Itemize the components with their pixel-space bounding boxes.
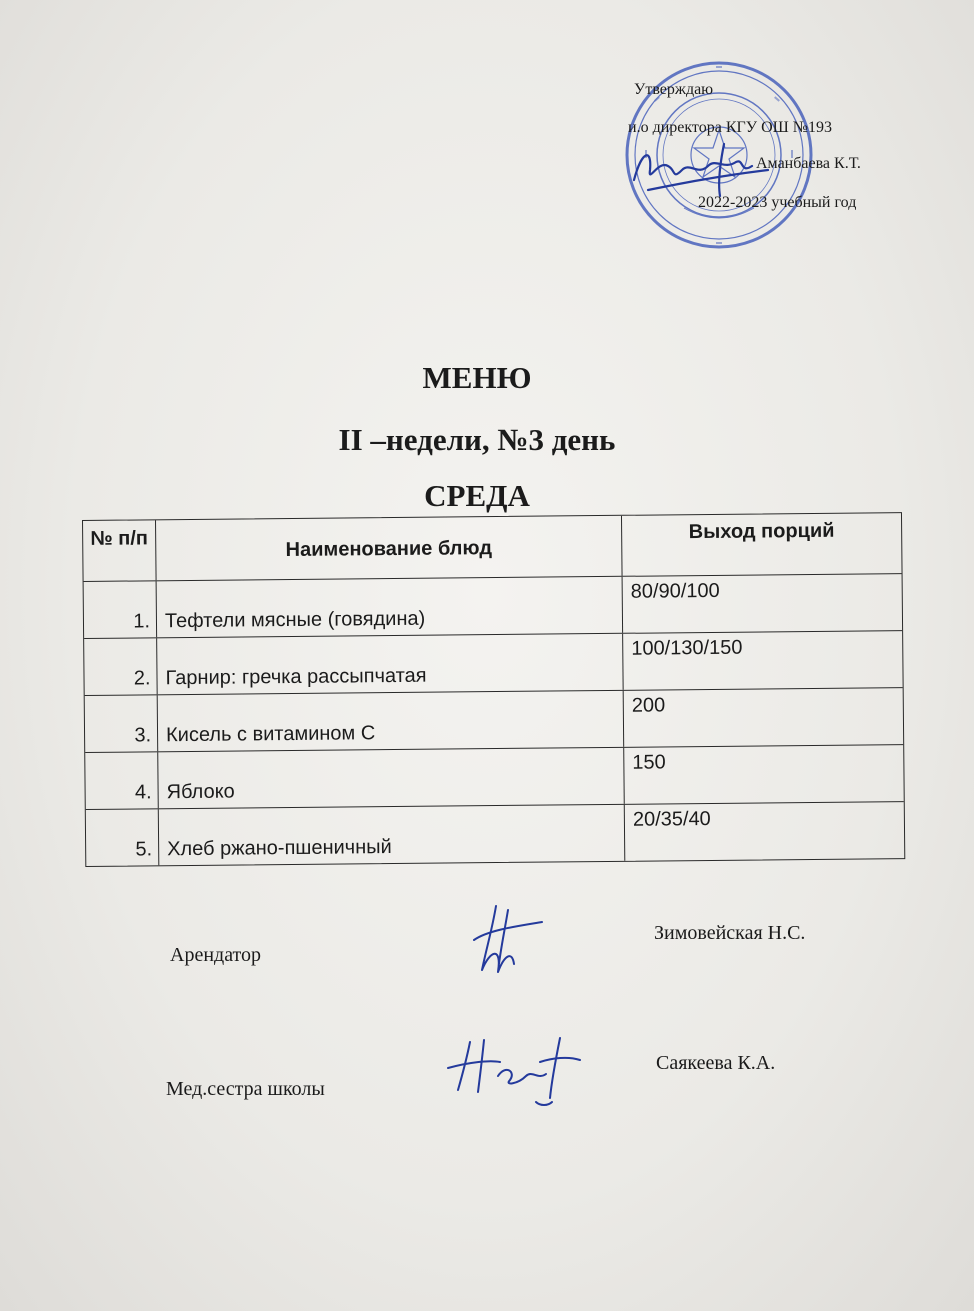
page-title: МЕНЮ xyxy=(422,360,532,395)
approval-line-school-year: 2022-2023 учебный год xyxy=(698,194,857,211)
dish-name: Хлеб ржано-пшеничный xyxy=(167,836,392,861)
dish-name: Тефтели мясные (говядина) xyxy=(164,607,426,633)
nurse-signature-icon xyxy=(440,1032,590,1108)
portion-size: 80/90/100 xyxy=(630,579,720,603)
tenant-role: Арендатор xyxy=(170,944,262,966)
dish-name: Яблоко xyxy=(166,780,235,804)
dish-name: Гарнир: гречка рассыпчатая xyxy=(165,664,427,690)
menu-table xyxy=(82,512,905,867)
portion-size: 20/35/40 xyxy=(632,807,711,831)
header-number: № п/п xyxy=(90,527,149,550)
header-dish-name: Наименование блюд xyxy=(155,516,622,580)
table-row xyxy=(86,801,905,866)
row-number: 1. xyxy=(133,610,151,633)
approval-line-director-name: Аманбаева К.Т. xyxy=(756,155,861,172)
table-header-row xyxy=(83,513,902,581)
weekday-title: СРЕДА xyxy=(424,478,530,513)
week-day-subtitle: II –недели, №3 день xyxy=(338,422,616,457)
table-row xyxy=(84,630,903,695)
dish-name: Кисель с витамином С xyxy=(165,722,376,747)
row-number: 3. xyxy=(134,724,152,747)
row-number: 5. xyxy=(135,838,153,861)
nurse-role: Мед.сестра школы xyxy=(166,1078,325,1100)
portion-size: 100/130/150 xyxy=(631,636,743,660)
table-row xyxy=(85,744,904,809)
approval-line-approved: Утверждаю xyxy=(634,81,714,98)
row-number: 2. xyxy=(133,667,151,690)
tenant-signature-icon xyxy=(468,900,548,980)
table-row xyxy=(85,687,904,752)
row-number: 4. xyxy=(134,781,152,804)
portion-size: 150 xyxy=(632,751,666,774)
header-portion: Выход порций xyxy=(621,513,902,576)
table-row xyxy=(84,573,903,638)
nurse-name: Саякеева К.А. xyxy=(656,1052,776,1074)
approval-line-position: и.о директора КГУ ОШ №193 xyxy=(628,119,833,136)
portion-size: 200 xyxy=(631,694,666,717)
tenant-name: Зимовейская Н.С. xyxy=(654,922,806,944)
